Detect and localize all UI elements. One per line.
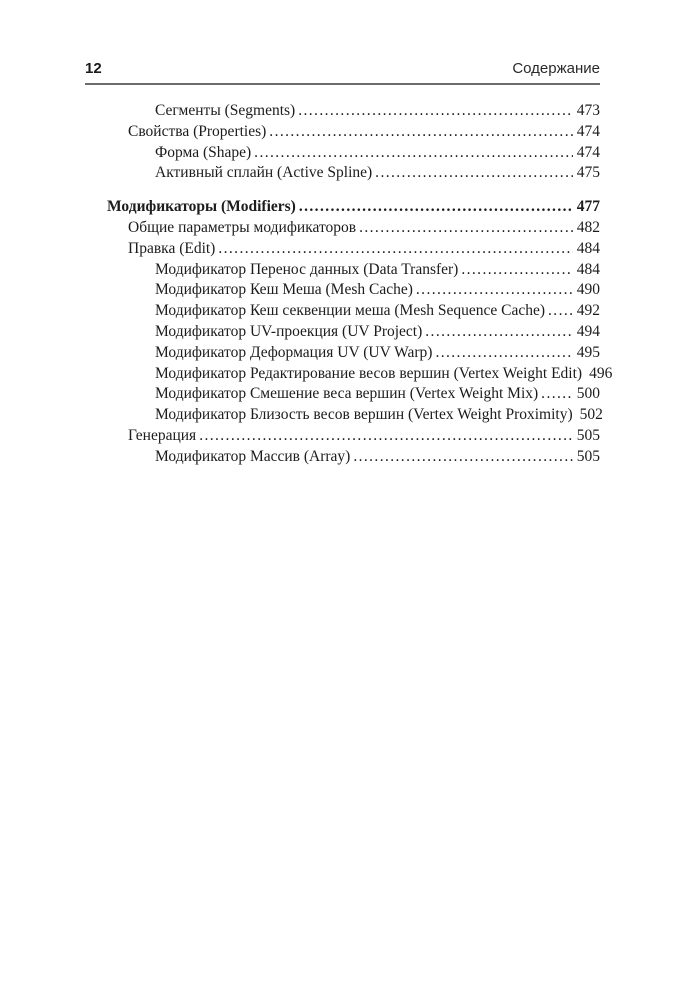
toc-entry <box>85 197 600 218</box>
toc-page-number: 484 <box>576 239 600 257</box>
toc-page-number: 505 <box>576 447 600 465</box>
dot-leader <box>299 197 573 218</box>
page-number: 12 <box>85 60 102 77</box>
toc-entry-label: Сегменты (Segments) <box>155 102 296 119</box>
toc-entry <box>85 343 600 364</box>
toc-entry <box>85 364 613 385</box>
toc-entry-label: Активный сплайн (Active Spline) <box>155 164 373 182</box>
toc-entry-label: Модификатор Массив (Array) <box>155 447 351 465</box>
toc-entry <box>85 322 600 343</box>
toc-entry <box>85 143 600 164</box>
toc-page-number: 494 <box>576 322 600 340</box>
toc-entry-label: Модификатор Кеш секвенции меша (Mesh Sequence Cache) <box>155 302 546 320</box>
toc-entry-label: Модификатор Близость весов вершин (Vertex Weight Proximity) <box>155 406 573 424</box>
toc-entry-label: Модификатор Перенос данных (Data Transfer) <box>155 260 459 278</box>
toc-entry <box>85 101 600 122</box>
toc-page-number: 473 <box>576 102 600 119</box>
toc-entry <box>85 405 603 426</box>
toc-page-number: 490 <box>576 281 600 299</box>
dot-leader <box>359 218 573 239</box>
toc-page-number: 505 <box>576 426 600 444</box>
toc-entry-label: Свойства (Properties) <box>128 122 267 140</box>
toc-entry-label: Форма (Shape) <box>155 143 252 161</box>
toc-entry-label: Модификаторы (Modifiers) <box>107 198 296 216</box>
toc-entry <box>85 122 600 143</box>
toc-page-number: 484 <box>576 260 600 278</box>
dot-leader <box>416 280 573 301</box>
toc-page-number: 495 <box>576 343 600 361</box>
toc-page-number: 502 <box>579 406 603 424</box>
dot-leader <box>298 101 573 122</box>
dot-leader <box>254 143 573 164</box>
toc-page-number: 474 <box>576 143 600 161</box>
toc-entry <box>85 280 600 301</box>
dot-leader <box>269 122 572 143</box>
toc-entry <box>85 163 600 184</box>
toc-entry-label: Модификатор Редактирование весов вершин (Vertex Weight Edit) <box>155 364 583 382</box>
dot-leader <box>435 343 572 364</box>
toc-entry-label: Модификатор Деформация UV (UV Warp) <box>155 343 433 361</box>
toc-entry-label: Модификатор Смешение веса вершин (Vertex Weight Mix) <box>155 385 539 403</box>
toc-entry-label: Правка (Edit) <box>128 239 216 257</box>
toc-page-number: 475 <box>576 164 600 182</box>
dot-leader <box>425 322 572 343</box>
dot-leader <box>199 426 573 447</box>
toc-entry <box>85 384 600 405</box>
dot-leader <box>218 239 572 260</box>
toc-entry-label: Генерация <box>128 426 197 444</box>
toc-page-number: 500 <box>576 385 600 403</box>
toc-page-number: 496 <box>589 364 613 382</box>
toc-entry-label: Общие параметры модификаторов <box>128 218 357 236</box>
toc-entry-label: Модификатор Кеш Меша (Mesh Cache) <box>155 281 413 299</box>
dot-leader <box>375 163 573 184</box>
toc-page-number: 492 <box>576 302 600 320</box>
toc-entry <box>85 447 600 468</box>
toc-entry <box>85 239 600 260</box>
toc-entry <box>85 426 600 447</box>
page-header <box>85 60 600 85</box>
dot-leader <box>461 260 572 281</box>
toc-entry <box>85 218 600 239</box>
toc-page-number: 474 <box>576 122 600 140</box>
toc-page-number: 482 <box>576 218 600 236</box>
header-title: Содержание <box>512 60 600 77</box>
toc-entry <box>85 301 600 322</box>
toc-entry <box>85 260 600 281</box>
dot-leader <box>353 447 572 468</box>
toc-entry-label: Модификатор UV-проекция (UV Project) <box>155 322 423 340</box>
toc-list <box>85 101 613 468</box>
toc-page-number: 477 <box>576 198 600 216</box>
dot-leader <box>548 301 573 322</box>
dot-leader <box>541 384 573 405</box>
